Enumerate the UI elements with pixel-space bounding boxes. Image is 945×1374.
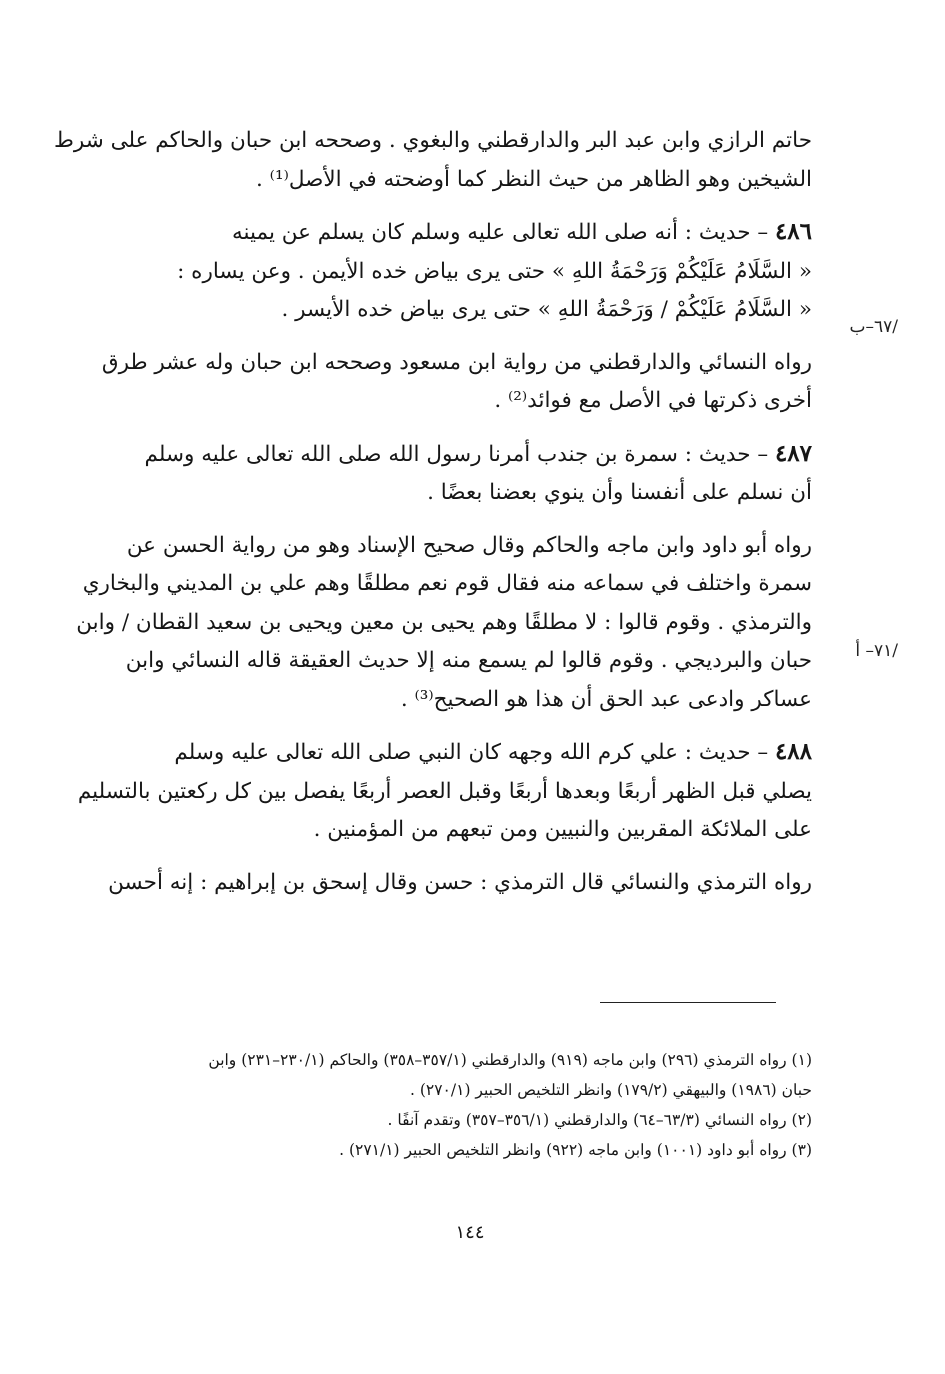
text-line: على الملائكة المقربين والنبيين ومن تبعهم من المؤمنين . [313, 817, 812, 842]
text-line: « السَّلَامُ عَلَيْكُمْ / وَرَحْمَةُ اللهِ » حتى يرى بياض خده الأيسر . [281, 297, 812, 322]
main-text [53, 122, 812, 916]
paragraph-5 [76, 527, 812, 720]
hadith-487 [134, 435, 812, 513]
text-line: أن نسلم على أنفسنا وأن ينوي بعضنا بعضًا . [427, 480, 812, 505]
footnote-line: حبان (١٩٨٦) والبيهقي (١٧٩/٢) وانظر التلخيص الحبير (٢٧٠/١) . [410, 1081, 812, 1099]
text-line: والترمذي . وقوم قالوا : لا مطلقًا وهم يحيى بن معين ويحيى بن سعيد القطان / وابن [76, 609, 812, 635]
margin-note-folio-71a: /٧١– أ [855, 641, 898, 661]
hadith-number: ٤٨٧ [774, 439, 812, 467]
footnote-line: (١) رواه الترمذي (٢٩٦) وابن ماجه (٩١٩) والدارقطني (٣٥٧/١–٣٥٨) والحاكم (٢٣٠/١–٢٣١) وابن [208, 1051, 812, 1069]
text-line: – حديث : علي كرم الله وجهه كان النبي صلى الله تعالى عليه وسلم [174, 740, 769, 765]
text-line: أخرى ذكرتها في الأصل مع فوائد⁽²⁾ . [494, 388, 812, 413]
margin-note-folio-67b: /٦٧–ب [849, 317, 898, 337]
text-line-with-number [134, 733, 812, 773]
footnote-line: (٢) رواه النسائي (٦٣/٣–٦٤) والدارقطني (٣٥٦/١–٣٥٧) وتقدم آنفًا . [387, 1111, 812, 1129]
text-line: عساكر وادعى عبد الحق أن هذا هو الصحيح⁽³⁾ . [400, 686, 812, 712]
text-line-with-number [134, 435, 812, 475]
paragraph-3 [101, 344, 812, 421]
footnotes [134, 1045, 812, 1165]
text-line-with-number [134, 213, 812, 253]
text-line: حبان والبرديجي . وقوم قالوا لم يسمع منه إلا حديث العقيقة قاله النسائي وابن [125, 648, 812, 673]
paragraph-1 [53, 122, 812, 199]
text-line: « السَّلَامُ عَلَيْكُمْ وَرَحْمَةُ اللهِ » حتى يرى بياض خده الأيمن . وعن يساره : [177, 258, 812, 284]
text-line: رواه الترمذي والنسائي قال الترمذي : حسن وقال إسحق بن إبراهيم : إنه أحسن [108, 869, 812, 895]
text-line: حاتم الرازي وابن عبد البر والدارقطني والبغوي . وصححه ابن حبان والحاكم على شرط [53, 128, 812, 153]
hadith-486 [134, 213, 812, 330]
text-line: يصلي قبل الظهر أربعًا وبعدها أربعًا وقبل العصر أربعًا يفصل بين كل ركعتين بالتسليم [77, 778, 812, 804]
text-line: سمرة واختلف في سماعه منه فقال قوم نعم مطلقًا وهم علي بن المديني والبخاري [82, 571, 812, 596]
page-number: ١٤٤ [455, 1222, 485, 1243]
paragraph-7 [108, 864, 812, 903]
text-line: الشيخين وهو الظاهر من حيث النظر كما أوضحته في الأصل⁽¹⁾ . [255, 166, 812, 192]
text-line: رواه أبو داود وابن ماجه والحاكم وقال صحيح الإسناد وهو من رواية الحسن عن [126, 532, 812, 558]
text-line: – حديث : سمرة بن جندب أمرنا رسول الله صلى الله تعالى عليه وسلم [144, 441, 769, 467]
hadith-number: ٤٨٦ [774, 218, 812, 245]
footnote-divider [600, 1002, 776, 1003]
footnote-line: (٣) رواه أبو داود (١٠٠١) وابن ماجه (٩٢٢) وانظر التلخيص الحبير (٢٧١/١) . [339, 1141, 812, 1159]
text-line: – حديث : أنه صلى الله تعالى عليه وسلم كان يسلم عن يمينه [232, 220, 769, 245]
text-line: رواه النسائي والدارقطني من رواية ابن مسعود وصححه ابن حبان وله عشر طرق [101, 349, 812, 375]
hadith-488 [77, 733, 812, 850]
hadith-number: ٤٨٨ [774, 738, 812, 765]
